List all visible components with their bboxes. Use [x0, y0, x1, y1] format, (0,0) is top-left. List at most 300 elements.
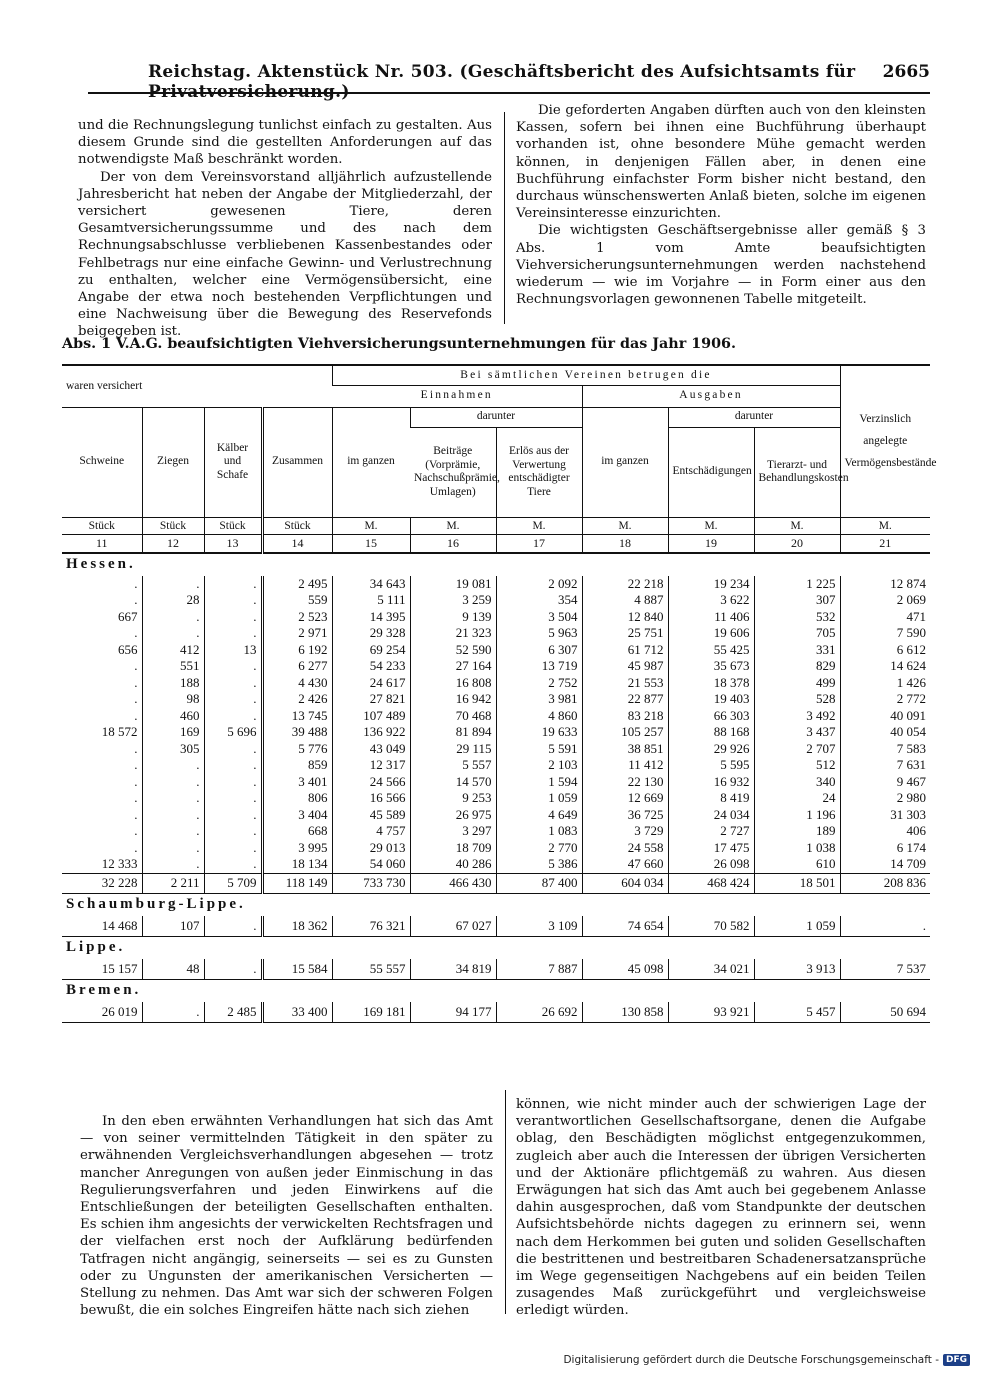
bottom-left-column	[80, 1113, 493, 1319]
column-number: 16	[410, 534, 496, 553]
table-row	[62, 823, 930, 840]
table-cell: 130 858	[582, 1002, 668, 1023]
table-cell: 9 467	[840, 774, 930, 791]
table-cell: 12 317	[332, 757, 410, 774]
table-cell: 3 109	[496, 916, 582, 937]
table-cell: 26 098	[668, 856, 754, 873]
table-cell: .	[134, 707, 138, 723]
table-cell: 98	[142, 691, 204, 708]
section-hessen	[62, 553, 930, 576]
table-cell: .	[142, 807, 204, 824]
table-cell: 331	[754, 642, 840, 659]
table-cell: 2 752	[496, 675, 582, 692]
table-cell: 305	[142, 741, 204, 758]
unit-cell: Stück	[62, 517, 142, 534]
table-cell: 40 091	[840, 708, 930, 725]
section-label: Schaumburg-Lippe.	[66, 896, 246, 912]
table-cell: 29 115	[410, 741, 496, 758]
table-cell: 1 083	[496, 823, 582, 840]
table-cell: 83 218	[582, 708, 668, 725]
table-cell: 22 130	[582, 774, 668, 791]
table-cell: 18 378	[668, 675, 754, 692]
table-cell: .	[134, 691, 138, 706]
table-cell: .	[204, 757, 262, 774]
table-cell: .	[142, 823, 204, 840]
paragraph: können, wie nicht minder auch der schwierigen Lage der verantwortlichen Gesellschaftsorgane, denen die Aufgabe oblag, den Beschädigten möglichst entgegenzukommen, zugleich aber auch die Interessen der übrigen Versicherten und der Aktionäre pflichtgemäß zu wahren. Aus diesen Erwägungen hat sich das Amt auch bei gegebenem Anlasse dahin ausgesprochen, daß vom Standpunkte der deutschen Aufsichtsbehörde nichts dagegen zu erinnern sei, wenn nach dem Herkommen bei guten und soliden Gesellschaften die bestrittenen und bestreitbaren Schadenersatzansprüche im Wege gegenseitigen Nachgebens auf ein beiden Teilen zusagendes Maß zurückgeführt und vergleichsweise erledigt würden.	[516, 1097, 926, 1319]
header-rule	[88, 92, 930, 94]
column-number: 18	[582, 534, 668, 553]
table-cell: 499	[754, 675, 840, 692]
table-row	[62, 790, 930, 807]
schaumburg-lippe-row	[62, 916, 930, 937]
unit-row	[62, 517, 930, 534]
table-cell: 806	[262, 790, 332, 807]
table-cell: 34 643	[332, 576, 410, 593]
table-cell: 18 709	[410, 840, 496, 857]
table-cell: 460	[142, 708, 204, 725]
header-zusammen: Zusammen	[262, 407, 332, 517]
paragraph: Der von dem Vereinsvorstand alljährlich aufzustellende Jahresbericht hat neben der Angabe der Mitgliederzahl, der versichert gewesenen Tiere, deren Gesamtversicherungssumme und des nach dem Rechnungsabschlusse verbliebenen Kassenbestandes oder Fehlbetrags nur eine einfache Gewinn- und Verlustrechnung zu enthalten, welcher eine Vermögensübersicht, eine Angabe der etwa noch bestehenden Verpflichtungen und eine Nachweisung über die Bewegung des Reservefonds beigegeben ist.	[78, 169, 492, 340]
table-cell: 107	[142, 916, 204, 937]
table-cell: 13 719	[496, 658, 582, 675]
paragraph: In den eben erwähnten Verhandlungen hat sich das Amt — von seiner vermittelnden Tätigkeit in den später zu erwähnenden Vergleichsverhandlungen abgesehen — trotz mancher Anregungen von außen jeder Einmischung in das Regulierungsverfahren und jeden Einwirkens auf die Entschließungen der beteiligten Gesellschaften enthalten. Es schien ihm angesichts der verwickelten Rechtsfragen und der vielfachen erst noch der Aufklärung bedürfenden Tatfragen nicht angängig, seinerseits — sei es zu Gunsten oder zu Ungunsten der amerikanischen Versicherten — Stellung zu nehmen. Das Amt war sich der schweren Folgen bewußt, die ein solches Eingreifen hätte nach sich ziehen	[80, 1114, 493, 1319]
table-cell: .	[142, 856, 204, 873]
table-cell: 26 692	[496, 1002, 582, 1023]
table-cell: 33 400	[262, 1002, 332, 1023]
statistics-table	[62, 364, 937, 1023]
table-cell: 3 981	[496, 691, 582, 708]
table-cell: 6 612	[840, 642, 930, 659]
table-cell: 7 583	[840, 741, 930, 758]
table-cell: 406	[840, 823, 930, 840]
table-cell: 3 437	[754, 724, 840, 741]
table-cell: .	[134, 757, 138, 772]
table-cell: 11 406	[668, 609, 754, 626]
table-cell: 29 328	[332, 625, 410, 642]
top-right-column	[516, 102, 926, 308]
table-cell: 5 963	[496, 625, 582, 642]
table-cell: 2 069	[840, 592, 930, 609]
table-cell: .	[134, 592, 138, 607]
unit-cell: M.	[410, 517, 496, 534]
table-cell: .	[204, 916, 262, 937]
table-cell: 4 757	[332, 823, 410, 840]
table-cell: 19 633	[496, 724, 582, 741]
table-cell: 14 395	[332, 609, 410, 626]
table-row	[62, 658, 930, 675]
table-cell: 28	[142, 592, 204, 609]
table-cell: 2 211	[142, 873, 204, 893]
table-cell: 45 987	[582, 658, 668, 675]
table-cell: .	[204, 741, 262, 758]
table-cell: 604 034	[582, 873, 668, 893]
table-cell: 19 081	[410, 576, 496, 593]
table-cell: 81 894	[410, 724, 496, 741]
column-number: 14	[262, 534, 332, 553]
table-row	[62, 708, 930, 725]
column-number: 17	[496, 534, 582, 553]
table-cell: 1 059	[496, 790, 582, 807]
table-cell: 45 098	[582, 959, 668, 980]
table-cell: 1 038	[754, 840, 840, 857]
table-cell: .	[134, 625, 138, 640]
table-cell: .	[134, 674, 138, 690]
table-cell: 5 457	[754, 1002, 840, 1023]
header-schweine: Schweine	[62, 407, 142, 517]
table-row	[62, 840, 930, 857]
table-cell: .	[142, 609, 204, 626]
table-row	[62, 807, 930, 824]
unit-cell: Stück	[262, 517, 332, 534]
column-number: 19	[668, 534, 754, 553]
table-cell: 22 218	[582, 576, 668, 593]
table-cell: 93 921	[668, 1002, 754, 1023]
table-cell: .	[204, 625, 262, 642]
table-cell: 6 307	[496, 642, 582, 659]
table-cell: 32 228	[62, 873, 142, 893]
table-cell: 169 181	[332, 1002, 410, 1023]
unit-cell: M.	[582, 517, 668, 534]
table-cell: 55 425	[668, 642, 754, 659]
table-cell: 24 617	[332, 675, 410, 692]
table-cell: .	[134, 806, 138, 822]
top-left-column	[78, 117, 492, 341]
table-cell: 471	[840, 609, 930, 626]
header-verzinslich: Verzinslich angelegte Vermögensbestände	[840, 365, 930, 517]
table-cell: 3 913	[754, 959, 840, 980]
table-cell: .	[204, 658, 262, 675]
table-cell: 12 840	[582, 609, 668, 626]
table-cell: .	[204, 675, 262, 692]
table-cell: .	[134, 575, 138, 591]
table-row	[62, 856, 930, 873]
table-cell: 532	[754, 609, 840, 626]
table-cell: .	[142, 840, 204, 857]
header-darunter-einnahmen: darunter	[410, 407, 582, 427]
table-cell: 3 504	[496, 609, 582, 626]
table-cell: .	[134, 740, 138, 756]
table-cell: 16 566	[332, 790, 410, 807]
footer	[563, 1354, 970, 1366]
table-cell: 17 475	[668, 840, 754, 857]
table-cell: 21 553	[582, 675, 668, 692]
table-cell: 5 595	[668, 757, 754, 774]
table-cell: 468 424	[668, 873, 754, 893]
table-cell: 54 060	[332, 856, 410, 873]
table-cell: 2 092	[496, 576, 582, 593]
table-cell: 69 254	[332, 642, 410, 659]
table-cell: 14 709	[840, 856, 930, 873]
table-cell: 208 836	[840, 873, 930, 893]
column-number: 21	[840, 534, 930, 553]
table-cell: 12 874	[840, 576, 930, 593]
table-cell: 656	[118, 641, 138, 657]
table-cell: .	[204, 774, 262, 791]
table-row	[62, 691, 930, 708]
table-title: Abs. 1 V.A.G. beaufsichtigten Viehversicherungsunternehmungen für das Jahr 1906.	[62, 336, 736, 352]
table-cell: 7 537	[840, 959, 930, 980]
table-cell: 2 103	[496, 757, 582, 774]
table-cell: 13	[204, 642, 262, 659]
table-cell: 1 225	[754, 576, 840, 593]
table-cell: 3 404	[262, 807, 332, 824]
table-cell: 859	[262, 757, 332, 774]
table-cell: 26 975	[410, 807, 496, 824]
table-row	[62, 625, 930, 642]
unit-cell: M.	[754, 517, 840, 534]
table-cell: 105 257	[582, 724, 668, 741]
footer-text: Digitalisierung gefördert durch die Deutsche Forschungsgemeinschaft -	[563, 1354, 939, 1366]
table-cell: 5 709	[204, 873, 262, 893]
table-cell: .	[142, 757, 204, 774]
table-cell: 4 430	[262, 675, 332, 692]
section-label: Bremen.	[66, 982, 142, 998]
table-cell: 668	[262, 823, 332, 840]
table-cell: 4 860	[496, 708, 582, 725]
table-cell: 5 111	[332, 592, 410, 609]
table-cell: 70 582	[668, 916, 754, 937]
table-cell: 12 333	[101, 856, 138, 871]
table-row	[62, 609, 930, 626]
table-cell: .	[134, 773, 138, 789]
table-cell: 5 776	[262, 741, 332, 758]
table-cell: 169	[142, 724, 204, 741]
table-cell: 12 669	[582, 790, 668, 807]
table-cell: 733 730	[332, 873, 410, 893]
table-cell: 11 412	[582, 757, 668, 774]
table-cell: 4 887	[582, 592, 668, 609]
table-cell: 18 362	[262, 916, 332, 937]
table-cell: .	[204, 823, 262, 840]
table-cell: 2 523	[262, 609, 332, 626]
table-cell: 3 729	[582, 823, 668, 840]
header-versichert: waren versichert	[62, 365, 332, 407]
column-number: 15	[332, 534, 410, 553]
table-cell: 667	[118, 608, 138, 624]
header-entschaedigungen: Entschädigungen	[668, 427, 754, 517]
header-kaelber: Kälber und Schafe	[204, 407, 262, 517]
table-cell: 43 049	[332, 741, 410, 758]
table-cell: 38 851	[582, 741, 668, 758]
table-cell: 52 590	[410, 642, 496, 659]
table-cell: 2 707	[754, 741, 840, 758]
table-cell: 354	[496, 592, 582, 609]
table-row	[62, 757, 930, 774]
table-cell: 76 321	[332, 916, 410, 937]
paragraph: und die Rechnungslegung tunlichst einfach zu gestalten. Aus diesem Grunde sind die gestellten Anforderungen auf das notwendigste Maß beschränkt worden.	[78, 118, 492, 168]
table-cell: 5 591	[496, 741, 582, 758]
table-cell: 551	[142, 658, 204, 675]
table-cell: 512	[754, 757, 840, 774]
table-row	[62, 774, 930, 791]
paragraph: Die geforderten Angaben dürften auch von den kleinsten Kassen, sofern bei ihnen eine Buchführung überhaupt vorhanden ist, ohne besondere Mühe gemacht werden können, in denjenigen Fällen aber, in denen eine Buchführung einfachster Form bisher nicht bestand, den durchaus wünschenswerten Anlaß bieten, solche im eigenen Vereinsinteresse einzurichten.	[516, 103, 926, 222]
table-cell: .	[204, 840, 262, 857]
table-cell: 829	[754, 658, 840, 675]
table-cell: .	[134, 790, 138, 805]
column-divider	[504, 112, 505, 324]
table-cell: 34 819	[410, 959, 496, 980]
table-cell: 50 694	[840, 1002, 930, 1023]
table-cell: .	[134, 658, 138, 673]
table-cell: 48	[142, 959, 204, 980]
lippe-row	[62, 959, 930, 980]
table-cell: 21 323	[410, 625, 496, 642]
table-cell: 24	[754, 790, 840, 807]
table-cell: 2 727	[668, 823, 754, 840]
table-cell: .	[840, 916, 930, 937]
table-cell: .	[142, 774, 204, 791]
table-cell: 22 877	[582, 691, 668, 708]
header-vereine: Bei sämtlichen Vereinen betrugen die	[332, 365, 840, 385]
table-cell: .	[142, 625, 204, 642]
table-cell: 34 021	[668, 959, 754, 980]
table-cell: 2 980	[840, 790, 930, 807]
table-cell: 307	[754, 592, 840, 609]
unit-cell: M.	[668, 517, 754, 534]
table-cell: 559	[262, 592, 332, 609]
table-cell: 18 501	[754, 873, 840, 893]
table-cell: 31 303	[840, 807, 930, 824]
table-cell: 16 942	[410, 691, 496, 708]
table-cell: 3 995	[262, 840, 332, 857]
table-cell: 19 606	[668, 625, 754, 642]
header-ausgaben: Ausgaben	[582, 385, 840, 407]
table-cell: .	[134, 823, 138, 838]
table-cell: 15 584	[262, 959, 332, 980]
table-cell: 67 027	[410, 916, 496, 937]
table-row	[62, 741, 930, 758]
header-einnahmen: Einnahmen	[332, 385, 582, 407]
table-cell: 9 253	[410, 790, 496, 807]
table-cell: .	[134, 839, 138, 855]
table-cell: 9 139	[410, 609, 496, 626]
table-cell: 6 174	[840, 840, 930, 857]
table-cell: .	[204, 576, 262, 593]
table-cell: 15 157	[62, 959, 142, 980]
unit-cell: M.	[840, 517, 930, 534]
table-cell: 18 134	[262, 856, 332, 873]
section-label: Hessen.	[66, 556, 136, 572]
column-number-row	[62, 534, 930, 553]
table-cell: 2 772	[840, 691, 930, 708]
table-cell: 29 013	[332, 840, 410, 857]
section-schaumburg-lippe	[62, 893, 930, 916]
table-cell: 188	[142, 675, 204, 692]
table-cell: 7 631	[840, 757, 930, 774]
table-row	[62, 592, 930, 609]
table-cell: 6 277	[262, 658, 332, 675]
table-cell: 74 654	[582, 916, 668, 937]
table-cell: 7 590	[840, 625, 930, 642]
table-cell: .	[204, 691, 262, 708]
table-cell: 94 177	[410, 1002, 496, 1023]
header-erloes: Erlös aus der Verwertung entschädigter Tiere	[496, 427, 582, 517]
table-cell: .	[204, 790, 262, 807]
table-cell: 7 887	[496, 959, 582, 980]
table-row	[62, 675, 930, 692]
table-cell: 3 259	[410, 592, 496, 609]
table-cell: .	[204, 609, 262, 626]
table-row	[62, 576, 930, 593]
table-cell: 25 751	[582, 625, 668, 642]
table-cell: 705	[754, 625, 840, 642]
header-ziegen: Ziegen	[142, 407, 204, 517]
table-cell: 466 430	[410, 873, 496, 893]
unit-cell: M.	[332, 517, 410, 534]
column-number: 13	[204, 534, 262, 553]
table-cell: 4 649	[496, 807, 582, 824]
table-cell: 1 196	[754, 807, 840, 824]
hessen-total-row	[62, 873, 930, 893]
table-cell: 45 589	[332, 807, 410, 824]
column-number: 12	[142, 534, 204, 553]
table-cell: 88 168	[668, 724, 754, 741]
unit-cell: Stück	[204, 517, 262, 534]
table-row	[62, 642, 930, 659]
table-cell: 5 557	[410, 757, 496, 774]
page-number: 2665	[882, 62, 930, 82]
table-cell: 1 059	[754, 916, 840, 937]
header-tierarzt: Tierarzt- und Behandlungskosten	[754, 427, 840, 517]
table-cell: 5 386	[496, 856, 582, 873]
table-cell: 6 192	[262, 642, 332, 659]
table-cell: 2 485	[204, 1002, 262, 1023]
table-cell: 189	[754, 823, 840, 840]
table-cell: 2 426	[262, 691, 332, 708]
table-cell: 14 624	[840, 658, 930, 675]
table-cell: 54 233	[332, 658, 410, 675]
table-cell: 26 019	[62, 1002, 142, 1023]
table-cell: 16 808	[410, 675, 496, 692]
table-cell: 29 926	[668, 741, 754, 758]
table-cell: 70 468	[410, 708, 496, 725]
paragraph: Die wichtigsten Geschäftsergebnisse aller gemäß § 3 Abs. 1 vom Amte beaufsichtigten Viehversicherungsunternehmungen werden nachstehend wiederum — wie im Vorjahre — in Form einer aus den Rechnungsvorlagen gewonnenen Tabelle mitgeteilt.	[516, 223, 926, 308]
table-cell: 35 673	[668, 658, 754, 675]
table-cell: 47 660	[582, 856, 668, 873]
column-divider-bottom	[505, 1090, 506, 1314]
table-cell: 412	[142, 642, 204, 659]
table-cell: 27 821	[332, 691, 410, 708]
table-cell: 39 488	[262, 724, 332, 741]
table-cell: 24 034	[668, 807, 754, 824]
table-cell: .	[204, 856, 262, 873]
unit-cell: M.	[496, 517, 582, 534]
table-cell: 610	[754, 856, 840, 873]
table-cell: 16 932	[668, 774, 754, 791]
table-cell: .	[142, 576, 204, 593]
section-lippe	[62, 936, 930, 959]
table-cell: .	[142, 1002, 204, 1023]
header-darunter-ausgaben: darunter	[668, 407, 840, 427]
section-bremen	[62, 979, 930, 1002]
table-cell: .	[204, 708, 262, 725]
page-header	[88, 58, 930, 102]
table-cell: 3 492	[754, 708, 840, 725]
table-cell: 118 149	[262, 873, 332, 893]
table-cell: 8 419	[668, 790, 754, 807]
table-cell: 87 400	[496, 873, 582, 893]
table-cell: 2 971	[262, 625, 332, 642]
table-cell: 24 566	[332, 774, 410, 791]
table-cell: 40 286	[410, 856, 496, 873]
table-cell: 107 489	[332, 708, 410, 725]
table-cell: 19 403	[668, 691, 754, 708]
table-cell: 18 572	[101, 724, 138, 739]
table-cell: 3 622	[668, 592, 754, 609]
table-cell: 36 725	[582, 807, 668, 824]
table-cell: 13 745	[262, 708, 332, 725]
table-cell: .	[142, 790, 204, 807]
